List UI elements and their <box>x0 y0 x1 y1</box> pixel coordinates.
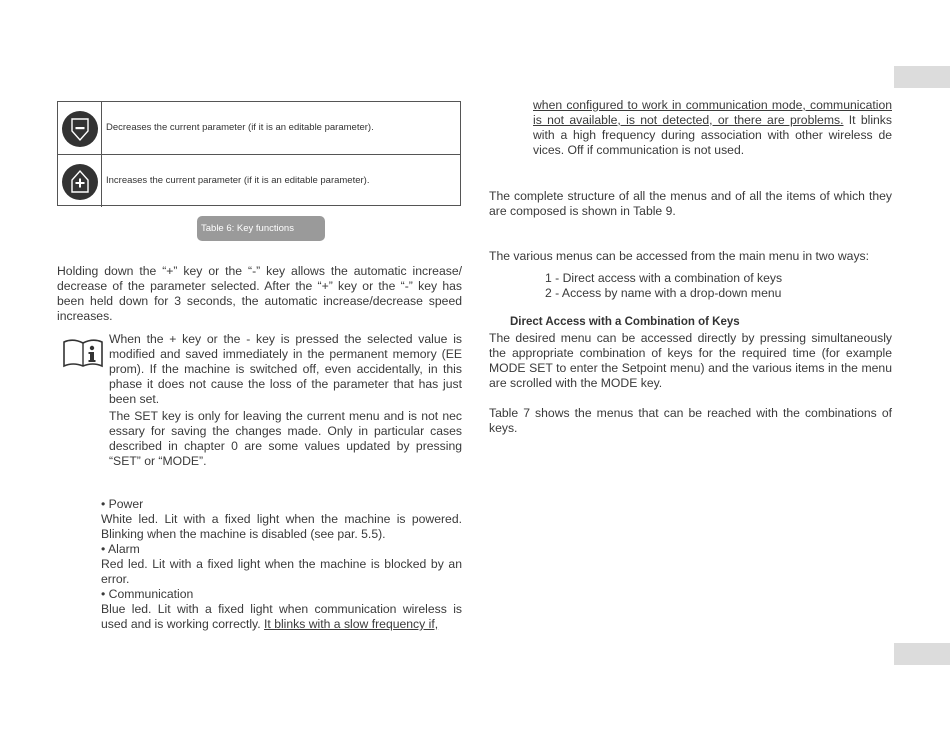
direct-access-paragraph: The desired menu can be accessed directly by pressing simultaneously the appropriate combination of keys for the required time (for example MODE SET to enter the Setpoint menu) and the various items in the menu are scrolled with the MODE key. <box>489 331 892 390</box>
page-tab-marker-bottom <box>894 643 950 665</box>
key-row-plus <box>58 155 460 207</box>
key-icon-cell <box>58 155 102 207</box>
led-communication-title: • Communication <box>101 587 194 601</box>
access-list-item-1: 1 - Direct access with a combination of keys <box>545 271 783 285</box>
info-note-1: When the + key or the - key is pressed the selected value is modified and saved immediately in the permanent memory (EE prom). If the machine is switched off, even accidentally, in this phase it does not cause the loss of the parameter that has just been set. <box>109 332 462 406</box>
communication-continuation-underlined: when configured to work in communication mode, communication is not available, is not detected, or there are problems. <box>533 98 892 127</box>
led-communication-text <box>101 602 462 632</box>
led-communication-text-plain: Blue led. Lit with a fixed light when communication wireless is used and is working correctly. <box>101 602 462 631</box>
key-description: Increases the current parameter (if it is an editable parameter). <box>106 175 370 186</box>
table-caption: Table 6: Key functions <box>197 216 325 241</box>
hold-key-paragraph: Holding down the “+” key or the “-” key allows the automatic increase/ decrease of the parameter selected. After the “+” key or the “-” key has been held down for 3 seconds, the automatic increase/decrease speed increases. <box>57 264 462 323</box>
key-functions-table <box>57 101 461 206</box>
led-alarm-title: • Alarm <box>101 542 140 556</box>
led-power-title: • Power <box>101 497 144 511</box>
led-alarm-text: Red led. Lit with a fixed light when the machine is blocked by an error. <box>101 557 462 586</box>
key-icon-cell <box>58 102 102 154</box>
access-intro: The various menus can be accessed from the main menu in two ways: <box>489 249 870 263</box>
led-communication-text-underlined: It blinks with a slow frequency if, <box>264 617 439 631</box>
key-row-minus <box>58 102 460 155</box>
direct-access-heading: Direct Access with a Combination of Keys <box>510 316 740 328</box>
table7-paragraph: Table 7 shows the menus that can be reached with the combinations of keys. <box>489 406 892 435</box>
info-note-2: The SET key is only for leaving the current menu and is not nec essary for saving the changes made. Only in particular cases described in chapter 0 are some values updated by pressing “SET” or “MODE”. <box>109 409 462 468</box>
communication-continuation <box>533 98 892 158</box>
plus-key-icon <box>60 162 100 202</box>
page-tab-marker-top <box>894 66 950 88</box>
access-list-item-2: 2 - Access by name with a drop-down menu <box>545 286 782 300</box>
led-power-text: White led. Lit with a fixed light when the machine is powered. Blinking when the machine is disabled (see par. 5.5). <box>101 512 462 541</box>
communication-continuation-plain: It blinks with a high frequency during association with other wireless de vices. Off if communication is not used. <box>533 113 892 157</box>
menu-structure-paragraph: The complete structure of all the menus and of all the items of which they are composed is shown in Table 9. <box>489 189 892 218</box>
key-description: Decreases the current parameter (if it is an editable parameter). <box>106 122 374 133</box>
minus-key-icon <box>60 109 100 149</box>
manual-info-icon <box>62 337 104 369</box>
